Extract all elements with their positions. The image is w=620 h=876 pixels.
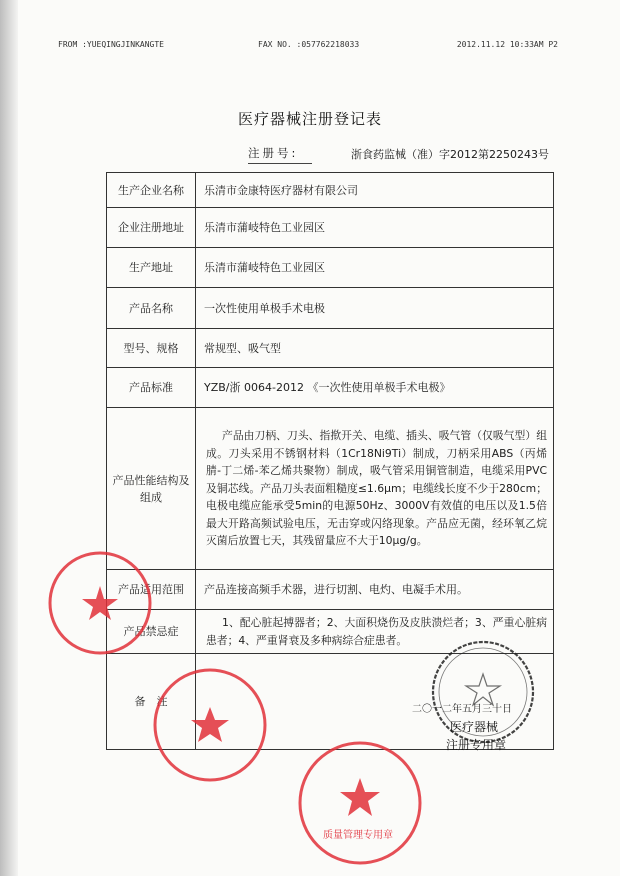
registration-value: 浙食药监械（准）字2012第2250243号 [351,148,549,161]
table-row [107,288,554,329]
row-value: 产品由刀柄、刀头、指揿开关、电缆、插头、吸气管（仅吸气型）组成。刀头采用不锈钢材料（1Cr18Ni9Ti）制成，刀柄采用ABS（丙烯腈-丁二烯-苯乙烯共聚物）制成，吸气管采用铜管制造，电缆采用PVC及铜芯线。产品刀头表面粗糙度≤1.6μm；电缆线长度不少于280cm；电极电缆应能承受5min的电源50Hz、3000V有效值的电压以及1.5倍最大开路高频试验电压，无击穿或闪络现象。产品应无菌，经环氧乙烷灭菌后放置七天，其残留量应不大于10μg/g。 [196,408,554,570]
row-label: 产品名称 [107,288,196,329]
registration-number [248,145,548,163]
table-row [107,654,554,750]
row-label: 产品适用范围 [107,570,196,610]
fax-datetime: 2012.11.12 10:33AM P2 [456,40,558,49]
authority-seal-line1: 医疗器械 [450,720,499,734]
authority-seal-date: 二〇一二年五月三十日 [412,704,512,715]
row-value: 常规型、吸气型 [196,329,554,368]
table-row [107,329,554,368]
row-value: 一次性使用单极手术电极 [196,288,554,329]
row-value: YZB/浙 0064-2012 《一次性使用单极手术电极》 [196,368,554,408]
document-title: 医疗器械注册登记表 [237,110,382,128]
fax-header [58,40,558,54]
row-value: 乐清市蒲岐特色工业园区 [196,248,554,288]
row-value [196,654,554,750]
row-label: 生产企业名称 [107,173,196,208]
authority-seal-line2: 注册专用章 [446,738,507,752]
distributor-seal [295,738,425,868]
table-row [107,570,554,610]
table-row [107,368,554,408]
fax-from: FROM :YUEQINGJINKANGTE [58,40,164,49]
row-label: 备 注 [107,654,196,750]
row-value: 产品连接高频手术器，进行切割、电灼、电凝手术用。 [196,570,554,610]
distributor-seal-center: 质量管理专用章 [323,830,393,841]
registration-table [106,172,554,750]
table-row [107,248,554,288]
table-row [107,208,554,248]
scan-edge-shadow [0,0,18,876]
row-label: 产品标准 [107,368,196,408]
registration-label: 注册号: [248,146,299,160]
registration-underline [248,163,312,164]
row-label: 生产地址 [107,248,196,288]
row-label: 型号、规格 [107,329,196,368]
fax-number: FAX NO. :057762218033 [258,40,360,49]
row-value: 1、配心脏起搏器者；2、大面积烧伤及皮肤溃烂者；3、严重心脏病患者；4、严重肾衰及多种病综合症患者。 [196,610,554,654]
table-row [107,408,554,570]
row-label: 产品禁忌症 [107,610,196,654]
row-label: 企业注册地址 [107,208,196,248]
table-row [107,610,554,654]
row-value: 乐清市蒲岐特色工业园区 [196,208,554,248]
row-label: 产品性能结构及组成 [107,408,196,570]
table-row [107,173,554,208]
row-value: 乐清市金康特医疗器材有限公司 [196,173,554,208]
